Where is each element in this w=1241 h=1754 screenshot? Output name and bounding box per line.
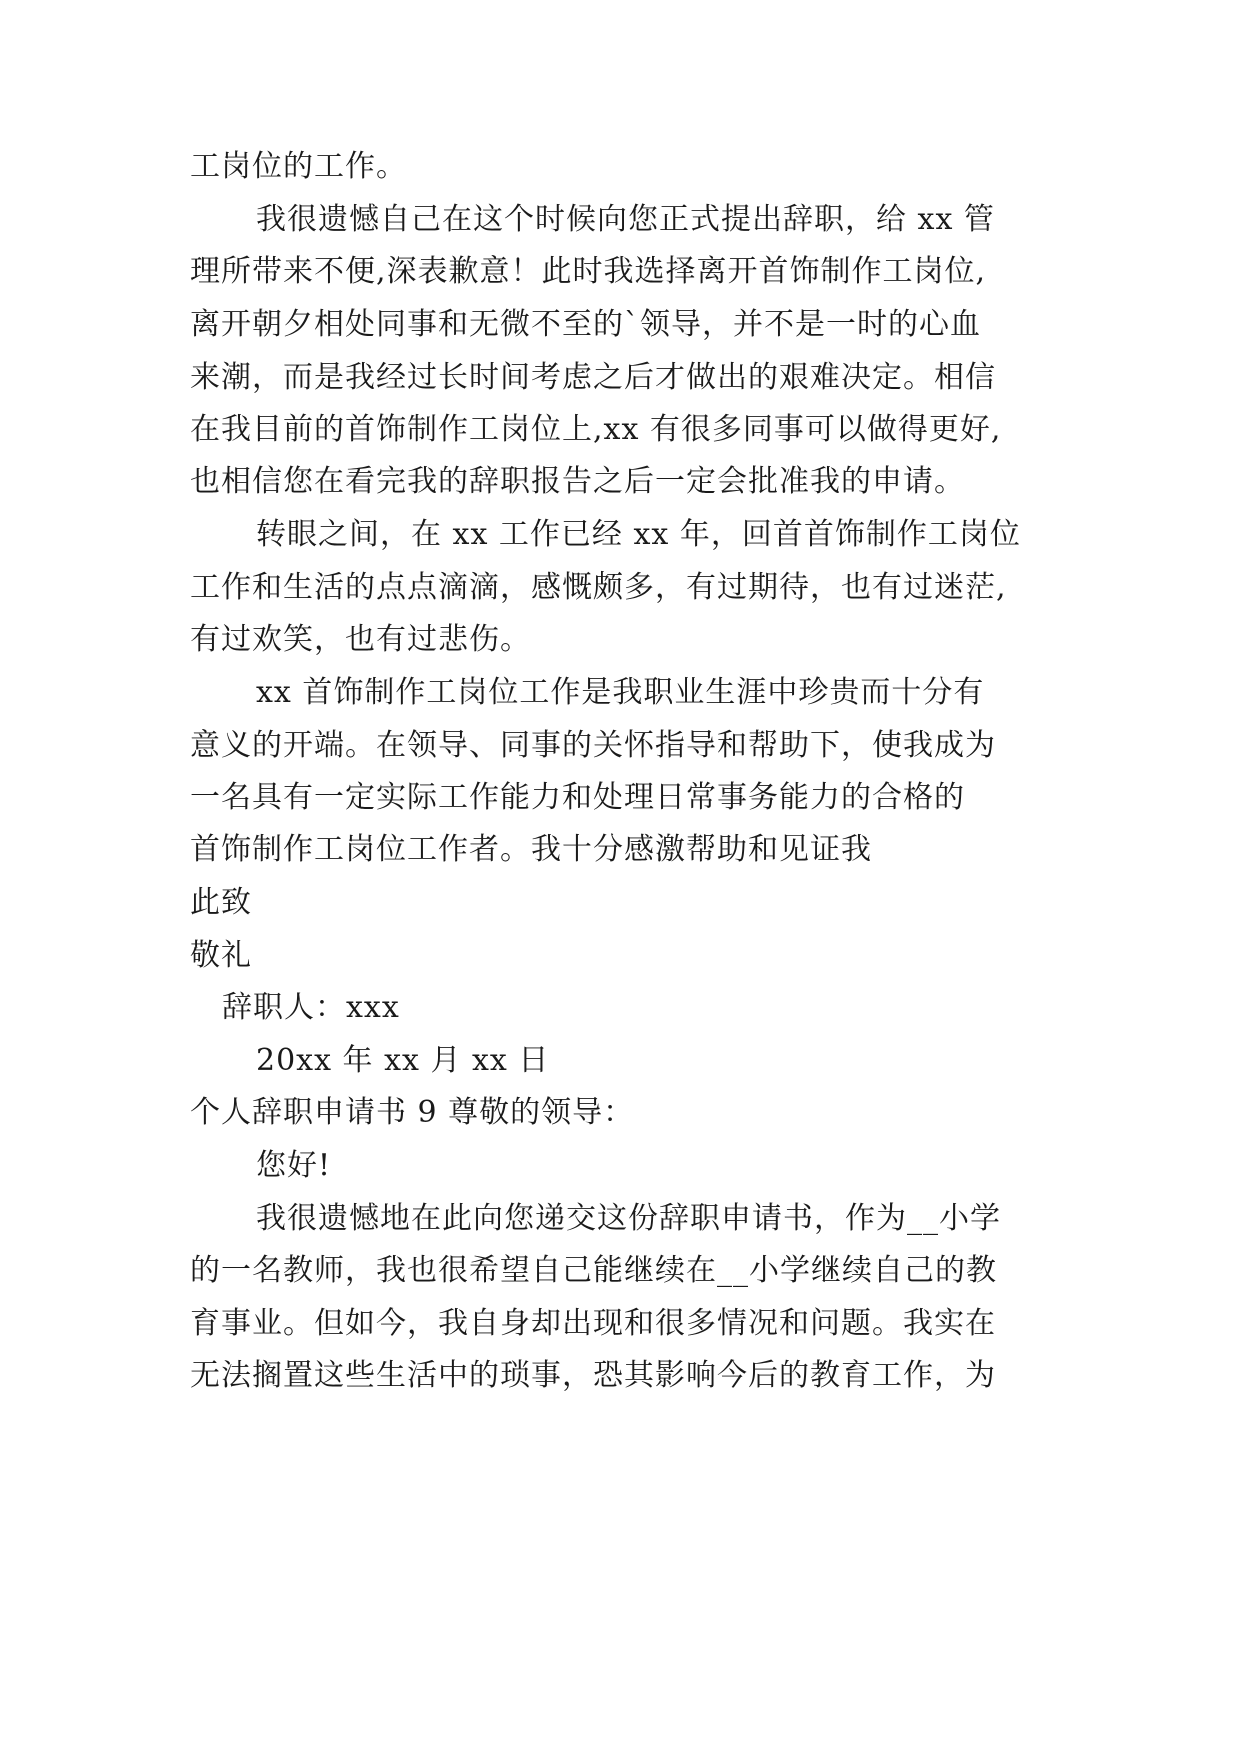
date-line: 20xx 年 xx 月 xx 日	[256, 1043, 550, 1078]
paragraph-start: 转眼之间，在 xx 工作已经 xx 年，回首首饰制作工岗位	[256, 517, 1021, 552]
text-line: 工岗位的工作。	[190, 149, 407, 184]
text-line: 有过欢笑，也有过悲伤。	[190, 622, 531, 657]
signatory: 辞职人：xxx	[222, 990, 400, 1025]
paragraph-start: 我很遗憾自己在这个时候向您正式提出辞职，给 xx 管	[256, 202, 995, 237]
paragraph-start: xx 首饰制作工岗位工作是我职业生涯中珍贵而十分有	[256, 675, 985, 710]
text-line: 无法搁置这些生活中的琐事，恐其影响今后的教育工作，为	[190, 1358, 996, 1393]
text-line: 来潮，而是我经过长时间考虑之后才做出的艰难决定。相信	[190, 360, 996, 395]
text-line: 一名具有一定实际工作能力和处理日常事务能力的合格的	[190, 780, 965, 815]
closing-regards: 敬礼	[190, 938, 252, 973]
section-heading: 个人辞职申请书 9 尊敬的领导：	[190, 1095, 635, 1130]
text-line: 育事业。但如今，我自身却出现和很多情况和问题。我实在	[190, 1306, 996, 1341]
text-line: 意义的开端。在领导、同事的关怀指导和帮助下，使我成为	[190, 728, 996, 763]
text-line: 工作和生活的点点滴滴，感慨颇多，有过期待，也有过迷茫,	[190, 570, 1007, 605]
paragraph-start: 我很遗憾地在此向您递交这份辞职申请书，作为__小学	[256, 1201, 1001, 1236]
text-line: 首饰制作工岗位工作者。我十分感激帮助和见证我	[190, 832, 872, 867]
greeting: 您好!	[256, 1148, 332, 1183]
text-line: 也相信您在看完我的辞职报告之后一定会批准我的申请。	[190, 464, 965, 499]
text-line: 理所带来不便,深表歉意！此时我选择离开首饰制作工岗位,	[190, 254, 987, 289]
text-line: 在我目前的首饰制作工岗位上,xx 有很多同事可以做得更好,	[190, 412, 1002, 447]
text-line: 的一名教师，我也很希望自己能继续在__小学继续自己的教	[190, 1253, 997, 1288]
closing-salutation: 此致	[190, 885, 252, 920]
text-line: 离开朝夕相处同事和无微不至的`领导，并不是一时的心血	[190, 307, 981, 342]
